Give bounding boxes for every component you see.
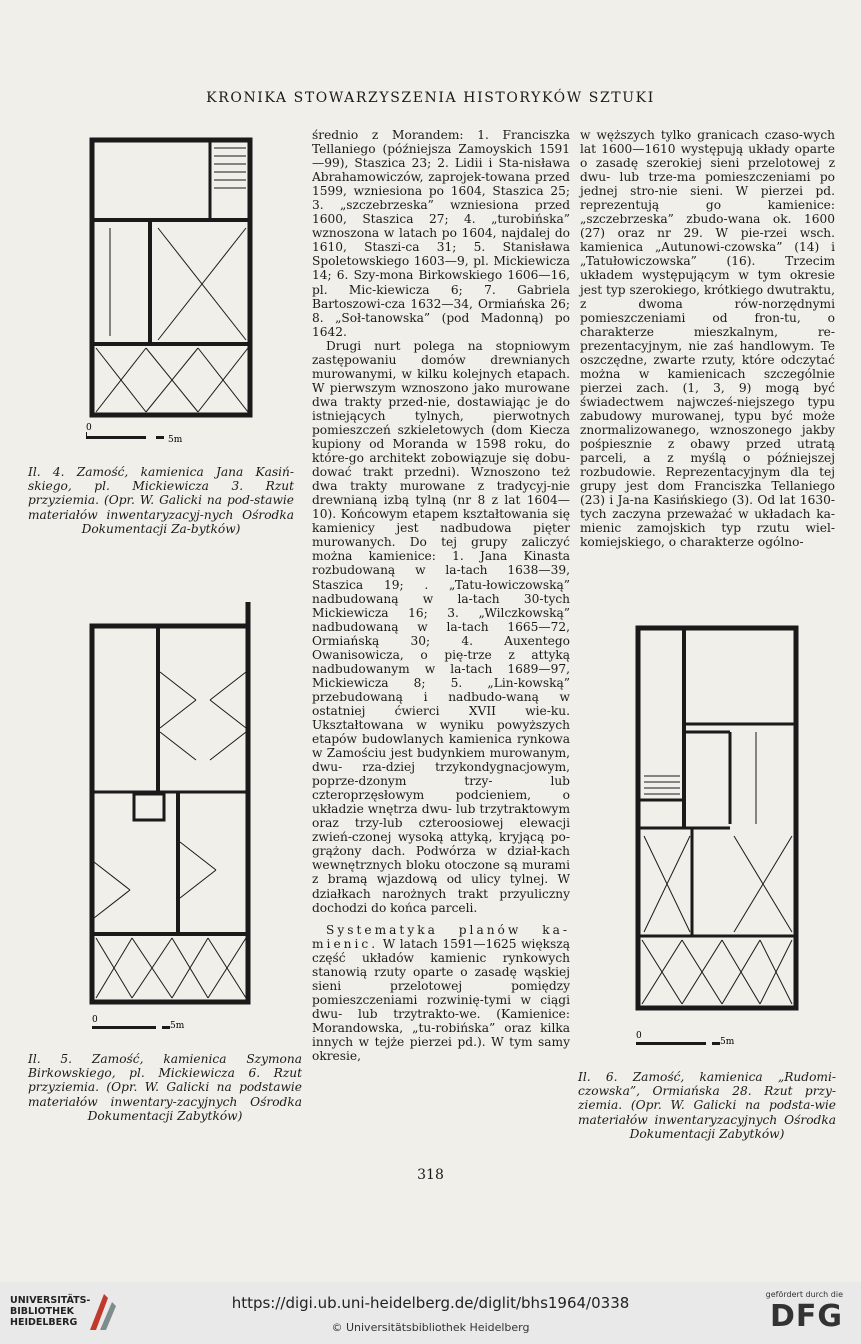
permalink-url[interactable]: https://digi.ub.uni-heidelberg.de/diglit/bhs1964/0338 xyxy=(231,1294,630,1312)
figure-6-caption: Il. 6. Zamość, kamienica „Rudomi-czowska”, Ormiańska 28. Rzut przy-ziemia. (Opr. W. Galicki na podsta-wie materiałów inwentaryzacyjnych Ośrodka Dokumentacji Zabytków) xyxy=(578,1070,836,1141)
copyright-notice: © Universitätsbibliothek Heidelberg xyxy=(331,1321,530,1334)
running-header: KRONIKA STOWARZYSZENIA HISTORYKÓW SZTUKI xyxy=(206,90,655,106)
paragraph: w węższych tylko granicach czaso-wych lat 1600—1610 występują układy oparte o zasadę szerokiej sieni przelotowej z dwu- lub trze-ma pomieszczeniami po jednej stro-nie sieni. W pierzei pd. reprezentują go kamienice: „szczebrzeska” zbudo-wana ok. 1600 (27) oraz nr 29. W pie-rzei wsch. kamienica „Autunowi-czowska” (14) i „Tatułowiczowska” (16). Trzecim układem występującym w tym okresie jest typ szerokiego, krótkiego dwutraktu, z dwoma rów-norzędnymi pomieszczeniami od fron-tu, o charakterze mieszkalnym, re-prezentacyjnym, nie zaś handlowym. Te oszczędne, zwarte rzuty, które odczytać można w kamienicach szczególnie pierzei zach. (1, 3, 9) mogą być świadectwem najwcześ-niejszego typu zabudowy murowanej, typu być może znormalizowanego, wznoszonego jakby pośpiesznie z obawy przed utratą parceli, a z myślą o późniejszej rozbudowie. Reprezentacyjnym dla tej grupy jest dom Franciszka Tellaniego (23) i Ja-na Kasińskiego (3). Od lat 1630-tych zaczyna przeważać w układach ka-mienic zamojskich typ rzutu wiel-komiejskiego, o charakterze ogólno- xyxy=(580,128,835,550)
dfg-logo: DFG xyxy=(769,1299,843,1334)
middle-text-column xyxy=(312,128,570,1063)
viewer-footer xyxy=(0,1282,861,1344)
scale-five-label: 5m xyxy=(720,1037,735,1047)
floor-plan-figure-4 xyxy=(86,136,256,452)
paragraph: średnio z Morandem: 1. Franciszka Tellaniego (późniejsza Zamoyskich 1591—99), Staszica 23; 2. Lidii i Sta-nisława Abrahamowiczów, zaprojek-towana przed 1599, wzniesiona po 1604, Staszica 25; 3. „szczebrzeska” wzniesiona przed 1600, Staszica 27; 4. „turobińska” wznoszona w latach po 1604, najdalej do 1610, Staszi-ca 31; 5. Stanisława Spoletowskiego 1603—9, pl. Mickiewicza 14; 6. Szy-mona Birkowskiego 1606—16, pl. Mic-kiewicza 6; 7. Gabriela Bartoszowi-cza 1632—34, Ormiańska 26; 8. „Soł-tanowska” (pod Madonną) po 1642. xyxy=(312,128,570,339)
scale-five-label: 5m xyxy=(170,1021,185,1031)
floor-plan-figure-5 xyxy=(86,602,262,1034)
right-text-column xyxy=(580,128,835,549)
paragraph: Drugi nurt polega na stopniowym zastępowaniu domów drewnianych murowanymi, w kilku kolejnych etapach. W pierwszym wznoszono jako murowane dwa trakty przed-nie, dostawiając je do istniejących tylnych, pierwotnych pomieszczeń szkieletowych (dom Kiecza kupiony od Moranda w 1598 roku, do które-go architekt zobowiązuje się dobu-dować trakt przedni). Wznoszono też dwa trakty murowane z tradycyj-nie drewnianą izbą tylną (nr 8 z lat 1604—10). Końcowym etapem kształtowania się kamienicy jest nadbudowa pięter murowanych. Do tej grupy zaliczyć można kamienice: 1. Jana Kinasta rozbudowaną w la-tach 1638—39, Staszica 19; . „Tatu-łowiczowską” nadbudowaną w la-tach 30-tych Mickiewicza 16; 3. „Wilczkowską” nadbudowaną w la-tach 1665—72, Ormiańską 30; 4. Auxentego Owanisowicza, o pię-trze z attyką nadbudowanym w la-tach 1689—97, Mickiewicza 8; 5. „Lin-kowską” przebudowaną i nadbudo-waną w ostatniej ćwierci XVII wie-ku. Ukształtowana w wyniku powyższych etapów budowlanych kamienica rynkowa w Zamościu jest budynkiem murowanym, dwu- rza-dziej trzykondygnacjowym, poprze-dzonym trzy- lub czteroprzęsłowym podcieniem, o układzie wnętrza dwu- lub trzytraktowym oraz trzy-lub czteroosiowej elewacji zwień-czonej wysoką attyką, kryjącą po-grążony dach. Podwórza w dział-kach wewnętrznych bloku otoczone są murami z bramą wjazdową od ulicy tylnej. W działkach narożnych trakt przyuliczny dochodzi do końca parceli. xyxy=(312,338,570,915)
scale-zero-label: 0 xyxy=(92,1015,98,1025)
figure-5-caption: Il. 5. Zamość, kamienica Szymona Birkowskiego, pl. Mickiewicza 6. Rzut przyziemia. (Opr. W. Galicki na podstawie materiałów inwentary-zacyjnych Ośrodka Dokumentacji Zabytków) xyxy=(28,1052,302,1123)
scale-zero-label: 0 xyxy=(86,423,92,433)
page-number: 318 xyxy=(417,1167,444,1183)
paragraph xyxy=(312,923,570,1063)
funder-note: gefördert durch die xyxy=(765,1290,843,1299)
figure-4-caption: Il. 4. Zamość, kamienica Jana Kasiń-skiego, pl. Mickiewicza 3. Rzut przyziemia. (Opr. W. Galicki na pod-stawie materiałów inwentaryzacyj-nych Ośrodka Dokumentacji Za-bytków) xyxy=(28,465,294,536)
floor-plan-figure-6 xyxy=(630,624,810,1050)
section-heading: Systematyka planów ka-mienic. xyxy=(312,922,570,951)
library-name: UNIVERSITÄTS- BIBLIOTHEK HEIDELBERG xyxy=(10,1295,91,1328)
paragraph-text: W latach 1591—1625 większą część układów kamienic rynkowych stanowią rzuty oparte o zasadę wąskiej sieni przelotowej pomiędzy pomieszczeniami rozwinię-tymi w ciągi dwu- lub trzytrakto-we. (Kamienice: Morandowska, „tu-robińska” oraz kilka innych w tejże pierzei pd.). W tym samy okresie, xyxy=(312,936,570,1064)
scale-zero-label: 0 xyxy=(636,1031,642,1041)
scale-five-label: 5m xyxy=(168,435,183,445)
